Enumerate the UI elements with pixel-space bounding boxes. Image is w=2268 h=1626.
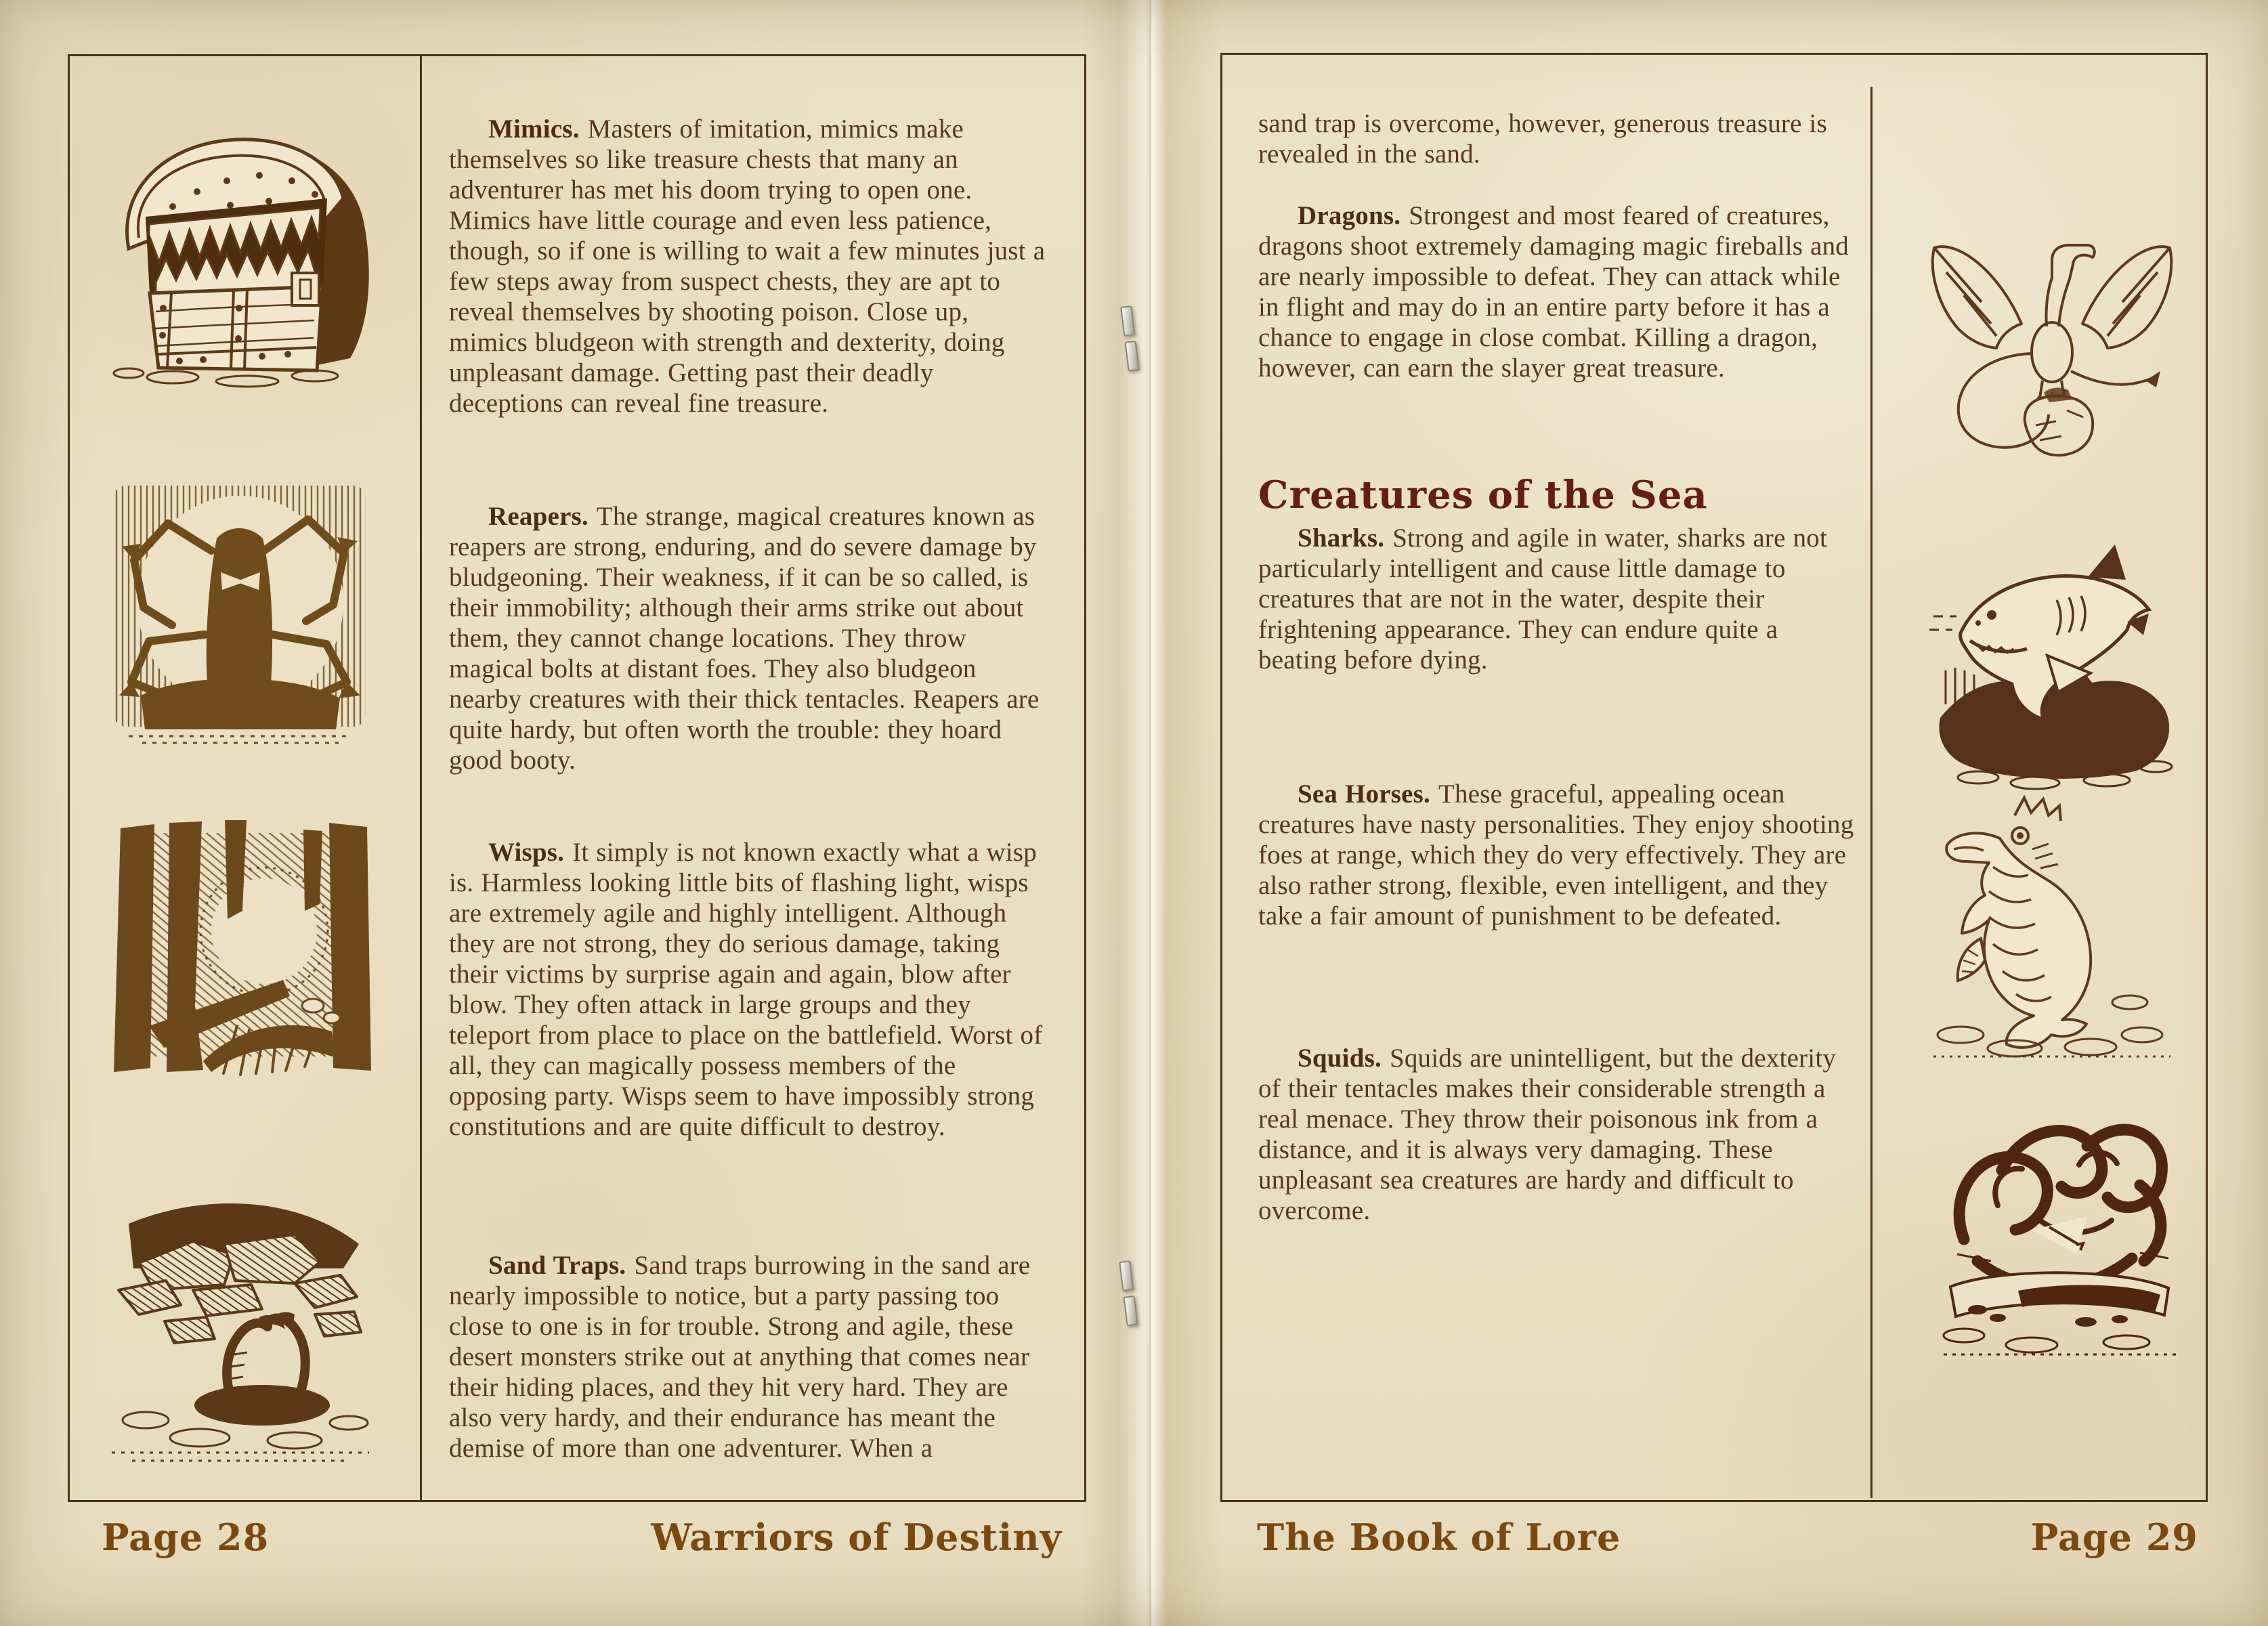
paragraph-reapers: [449, 501, 1048, 775]
shark-illustration: [1913, 515, 2191, 792]
paragraph-mimics: [449, 114, 1048, 419]
reaper-illustration: [102, 471, 379, 748]
fold-crease: [1149, 0, 1151, 1626]
paragraph-text: These graceful, appealing ocean creatures have nasty personalities. They enjoy shooting foes at range, which they do very effectively. They are also rather strong, flexible, even intelligent, and they take a fair amount of punishment to be defeated.: [1258, 779, 1854, 930]
book-title-left: Warriors of Destiny: [651, 1516, 1062, 1559]
center-fold: [1079, 0, 1224, 1626]
right-page-footer: [1257, 1516, 2198, 1559]
paragraph-label: Wisps.: [488, 838, 565, 867]
paragraph-text: Strongest and most feared of creatures, dragons shoot extremely damaging magic fireballs and are nearly impossible to defeat. They can attack while in flight and may do in an entire party before it has a chance to engage in close combat. Killing a dragon, however, can earn the slayer great treasure.: [1258, 201, 1849, 383]
paragraph-text: sand trap is overcome, however, generous treasure is revealed in the sand.: [1258, 109, 1827, 169]
paragraph-squids: [1258, 1043, 1854, 1226]
paragraph-text: Sand traps burrowing in the sand are nearly impossible to notice, but a party passing too close to one is in for trouble. Strong and agile, these desert monsters strike out at anything that comes near their hiding places, and they hit very hard. They are also very hardy, and their endurance has meant the demise of more than one adventurer. When a: [449, 1251, 1031, 1463]
section-heading-creatures-of-the-sea: Creatures of the Sea: [1258, 473, 1708, 517]
paragraph-label: Dragons.: [1298, 201, 1401, 230]
sand-trap-illustration: [91, 1182, 389, 1466]
paragraph-sharks: [1258, 523, 1854, 675]
squid-illustration: [1917, 1084, 2201, 1361]
wisp-forest-illustration: [102, 803, 379, 1087]
paragraph-label: Reapers.: [488, 502, 589, 531]
paragraph-text: Squids are unintelligent, but the dexterity of their tentacles makes their considerable strength a real menace. They throw their poisonous ink from a distance, and it is always very damaging. These unpleasant sea creatures are hardy and difficult to overcome.: [1258, 1044, 1837, 1225]
paragraph-label: Sea Horses.: [1298, 779, 1431, 809]
paragraph-label: Squids.: [1298, 1044, 1382, 1073]
left-page-footer: [102, 1516, 1062, 1559]
mimic-chest-illustration: [91, 105, 389, 389]
paragraph-sand-trap-continued: [1258, 108, 1854, 169]
paragraph-text: Strong and agile in water, sharks are not particularly intelligent and cause little damage to creatures that are not in the water, despite their frightening appearance. They can endure quite a beating before dying.: [1258, 523, 1828, 675]
page-number-left: Page 28: [102, 1516, 270, 1559]
paragraph-label: Sharks.: [1298, 523, 1385, 553]
staple-icon: [1112, 1260, 1142, 1327]
page-number-right: Page 29: [2030, 1516, 2198, 1559]
paragraph-wisps: [449, 837, 1048, 1142]
paragraph-dragons: [1258, 200, 1854, 383]
paragraph-label: Mimics.: [488, 114, 580, 144]
paragraph-text: Masters of imitation, mimics make themselves so like treasure chests that many an adventurer has met his doom trying to open one. Mimics have little courage and even less patience, though, so if one is willing to wait a few minutes just a few steps away from suspect chests, they are apt to reveal themselves by shooting poison. Close up, mimics bludgeon with strength and dexterity, doing unpleasant damage. Getting past their deadly deceptions can reveal fine treasure.: [449, 114, 1046, 418]
paragraph-sea-horses: [1258, 779, 1854, 931]
sea-horse-illustration: [1913, 779, 2191, 1063]
paragraph-sand-traps: [449, 1250, 1048, 1463]
left-page-column-divider: [420, 54, 422, 1500]
book-title-right: The Book of Lore: [1257, 1516, 1621, 1559]
right-page-column-divider: [1870, 87, 1873, 1498]
staple-icon: [1113, 305, 1144, 372]
paragraph-label: Sand Traps.: [488, 1251, 626, 1280]
paragraph-text: It simply is not known exactly what a wisp is. Harmless looking little bits of flashing light, wisps are extremely agile and highly intelligent. Although they are not strong, they do serious damage, taking their victims by surprise again and again, blow after blow. They often attack in large groups and they teleport from place to place on the battlefield. Worst of all, they can magically possess members of the opposing party. Wisps seem to have impossibly strong constitutions and are quite difficult to destroy.: [449, 838, 1043, 1141]
paragraph-text: The strange, magical creatures known as reapers are strong, enduring, and do severe damage by bludgeoning. Their weakness, if it can be so called, is their immobility; although their arms strike out about them, they cannot change locations. They throw magical bolts at distant foes. They also bludgeon nearby creatures with their thick tentacles. Reapers are quite hardy, but often worth the trouble: they hoard good booty.: [449, 502, 1040, 775]
dragon-illustration: [1917, 210, 2187, 474]
